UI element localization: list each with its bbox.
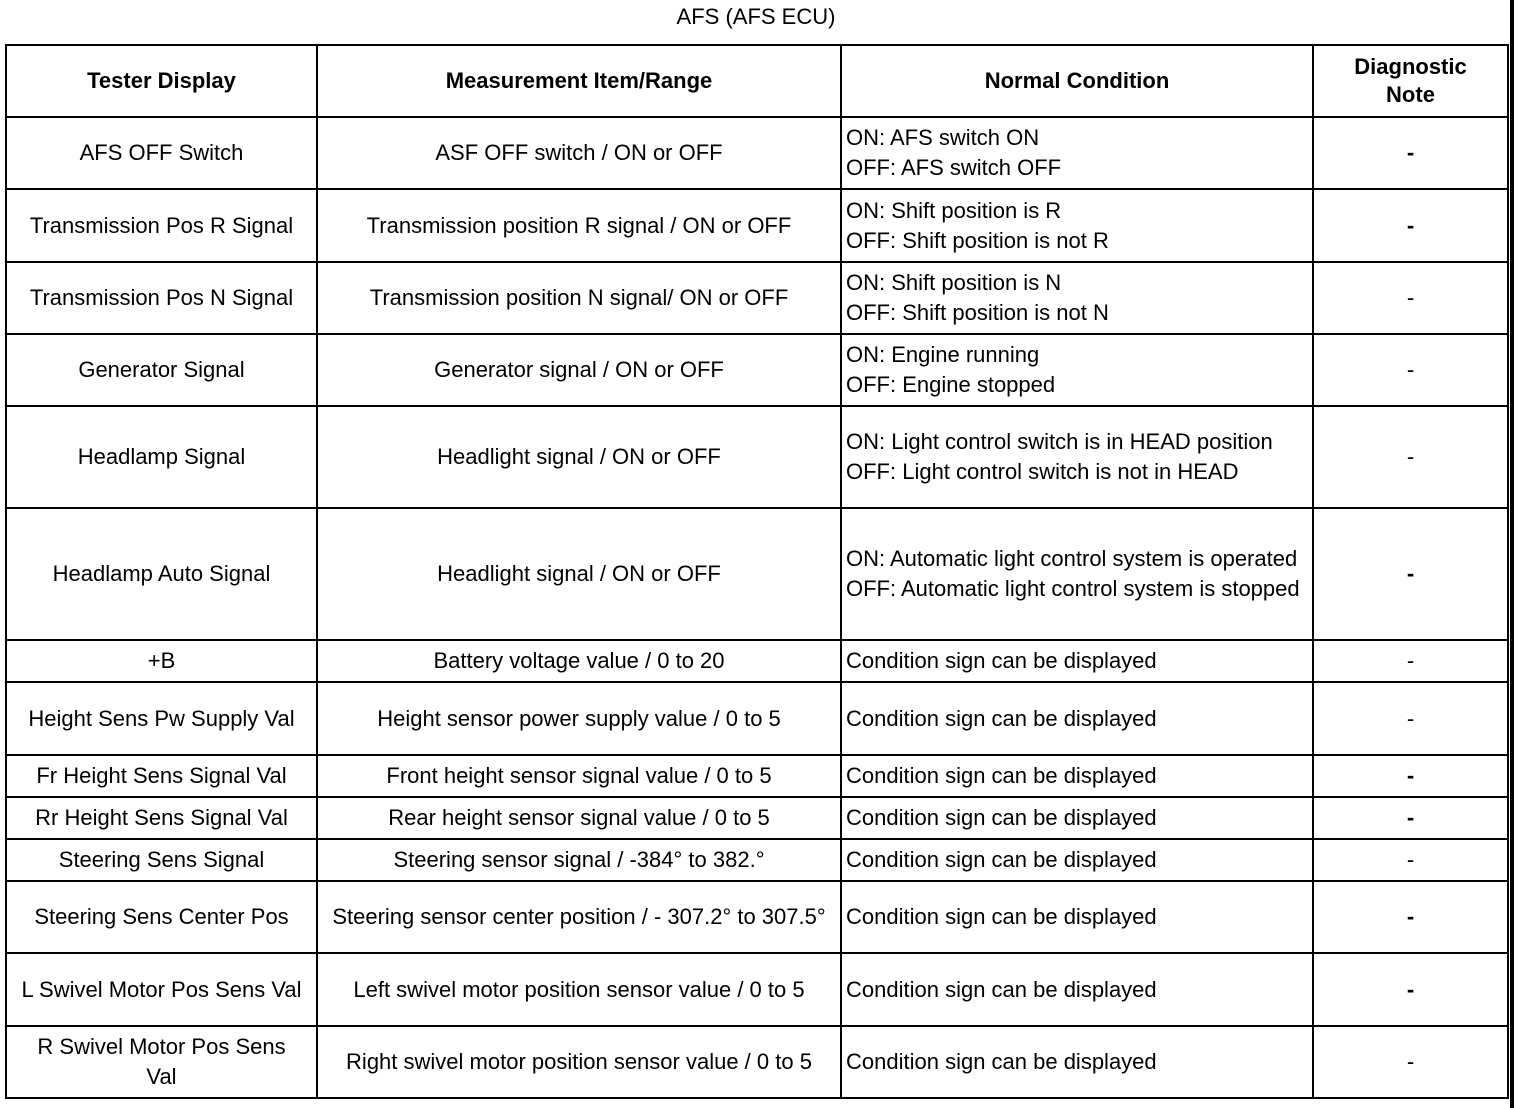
measurement-range-cell: Front height sensor signal value / 0 to 5 (317, 755, 841, 797)
tester-display-cell: Height Sens Pw Supply Val (6, 682, 317, 755)
condition-line: Condition sign can be displayed (846, 847, 1157, 872)
normal-condition-cell (841, 117, 1313, 189)
measurement-range-cell: Headlight signal / ON or OFF (317, 406, 841, 508)
condition-line: ON: Light control switch is in HEAD position (846, 429, 1273, 454)
measurement-range-cell: ASF OFF switch / ON or OFF (317, 117, 841, 189)
normal-condition-cell (841, 189, 1313, 262)
measurement-range-cell: Steering sensor center position / - 307.2° to 307.5° (317, 881, 841, 953)
table-row (6, 755, 1508, 797)
diagnostic-note-cell: - (1313, 334, 1508, 406)
tester-display-cell: Generator Signal (6, 334, 317, 406)
normal-condition-cell (841, 406, 1313, 508)
measurement-range-cell: Headlight signal / ON or OFF (317, 508, 841, 640)
column-header-normal-condition: Normal Condition (841, 45, 1313, 117)
measurement-range-cell: Transmission position N signal/ ON or OFF (317, 262, 841, 334)
condition-line: Condition sign can be displayed (846, 763, 1157, 788)
condition-line: ON: Shift position is R (846, 197, 1062, 223)
diagnostic-note-cell: - (1313, 881, 1508, 953)
condition-line: Condition sign can be displayed (846, 705, 1157, 731)
table-row (6, 262, 1508, 334)
diagnostic-note-cell: - (1313, 117, 1508, 189)
diagnostic-note-cell: - (1313, 839, 1508, 881)
condition-line: ON: Automatic light control system is operated (846, 546, 1298, 571)
tester-display-cell: L Swivel Motor Pos Sens Val (6, 953, 317, 1026)
page-title: AFS (AFS ECU) (676, 4, 836, 29)
table-row (6, 640, 1508, 682)
measurement-range-cell: Right swivel motor position sensor value / 0 to 5 (317, 1026, 841, 1098)
normal-condition-cell (841, 1026, 1313, 1098)
condition-line: OFF: Shift position is not N (846, 300, 1109, 325)
table-row (6, 1026, 1508, 1098)
tester-display-cell: +B (6, 640, 317, 682)
condition-line: OFF: Engine stopped (846, 372, 1056, 397)
table-row (6, 797, 1508, 839)
measurement-range-cell: Height sensor power supply value / 0 to 5 (317, 682, 841, 755)
page-edge-rule (1510, 0, 1514, 1108)
table-row (6, 117, 1508, 189)
column-header-measurement-item: Measurement Item/Range (317, 45, 841, 117)
condition-line: OFF: AFS switch OFF (846, 155, 1062, 180)
tester-display-cell: Steering Sens Signal (6, 839, 317, 881)
table-row (6, 839, 1508, 881)
measurement-range-cell: Transmission position R signal / ON or OFF (317, 189, 841, 262)
diagnostic-note-cell: - (1313, 1026, 1508, 1098)
afs-data-table (5, 44, 1509, 1099)
table-row (6, 189, 1508, 262)
measurement-range-cell: Battery voltage value / 0 to 20 (317, 640, 841, 682)
table-row (6, 881, 1508, 953)
diagnostic-note-cell: - (1313, 953, 1508, 1026)
tester-display-cell: Steering Sens Center Pos (6, 881, 317, 953)
diagnostic-note-cell: - (1313, 682, 1508, 755)
normal-condition-cell (841, 640, 1313, 682)
normal-condition-cell (841, 682, 1313, 755)
measurement-range-cell: Left swivel motor position sensor value / 0 to 5 (317, 953, 841, 1026)
condition-line: Condition sign can be displayed (846, 976, 1157, 1002)
tester-display-cell: Headlamp Signal (6, 406, 317, 508)
table-row (6, 334, 1508, 406)
condition-line: Condition sign can be displayed (846, 805, 1157, 830)
tester-display-cell: Headlamp Auto Signal (6, 508, 317, 640)
diagnostic-note-cell: - (1313, 755, 1508, 797)
diagnostic-note-cell: - (1313, 189, 1508, 262)
tester-display-cell: Fr Height Sens Signal Val (6, 755, 317, 797)
tester-display-cell: Transmission Pos N Signal (6, 262, 317, 334)
measurement-range-cell: Generator signal / ON or OFF (317, 334, 841, 406)
table-row (6, 406, 1508, 508)
table-header-row (6, 45, 1508, 117)
diagnostic-note-cell: - (1313, 508, 1508, 640)
normal-condition-cell (841, 262, 1313, 334)
tester-display-cell: Transmission Pos R Signal (6, 189, 317, 262)
condition-line: ON: Engine running (846, 342, 1040, 367)
diagnostic-note-cell: - (1313, 406, 1508, 508)
measurement-range-cell: Steering sensor signal / -384° to 382.° (317, 839, 841, 881)
condition-line: OFF: Shift position is not R (846, 227, 1109, 253)
condition-line: ON: AFS switch ON (846, 125, 1040, 150)
diagnostic-note-cell: - (1313, 797, 1508, 839)
table-row (6, 682, 1508, 755)
diagnostic-note-cell: - (1313, 262, 1508, 334)
condition-line: ON: Shift position is N (846, 270, 1062, 295)
table-row (6, 508, 1508, 640)
condition-line: OFF: Automatic light control system is stopped (846, 576, 1300, 601)
column-header-tester-display: Tester Display (6, 45, 317, 117)
normal-condition-cell (841, 953, 1313, 1026)
normal-condition-cell (841, 839, 1313, 881)
condition-line: Condition sign can be displayed (846, 904, 1157, 929)
tester-display-cell: R Swivel Motor Pos Sens Val (6, 1026, 317, 1098)
table-row (6, 953, 1508, 1026)
condition-line: Condition sign can be displayed (846, 1049, 1157, 1074)
condition-line: OFF: Light control switch is not in HEAD (846, 459, 1239, 484)
tester-display-cell: Rr Height Sens Signal Val (6, 797, 317, 839)
normal-condition-cell (841, 797, 1313, 839)
tester-display-cell: AFS OFF Switch (6, 117, 317, 189)
measurement-range-cell: Rear height sensor signal value / 0 to 5 (317, 797, 841, 839)
normal-condition-cell (841, 334, 1313, 406)
normal-condition-cell (841, 755, 1313, 797)
column-header-diagnostic-note: Diagnostic Note (1313, 45, 1508, 117)
normal-condition-cell (841, 508, 1313, 640)
condition-line: Condition sign can be displayed (846, 648, 1157, 673)
diagnostic-note-cell: - (1313, 640, 1508, 682)
normal-condition-cell (841, 881, 1313, 953)
